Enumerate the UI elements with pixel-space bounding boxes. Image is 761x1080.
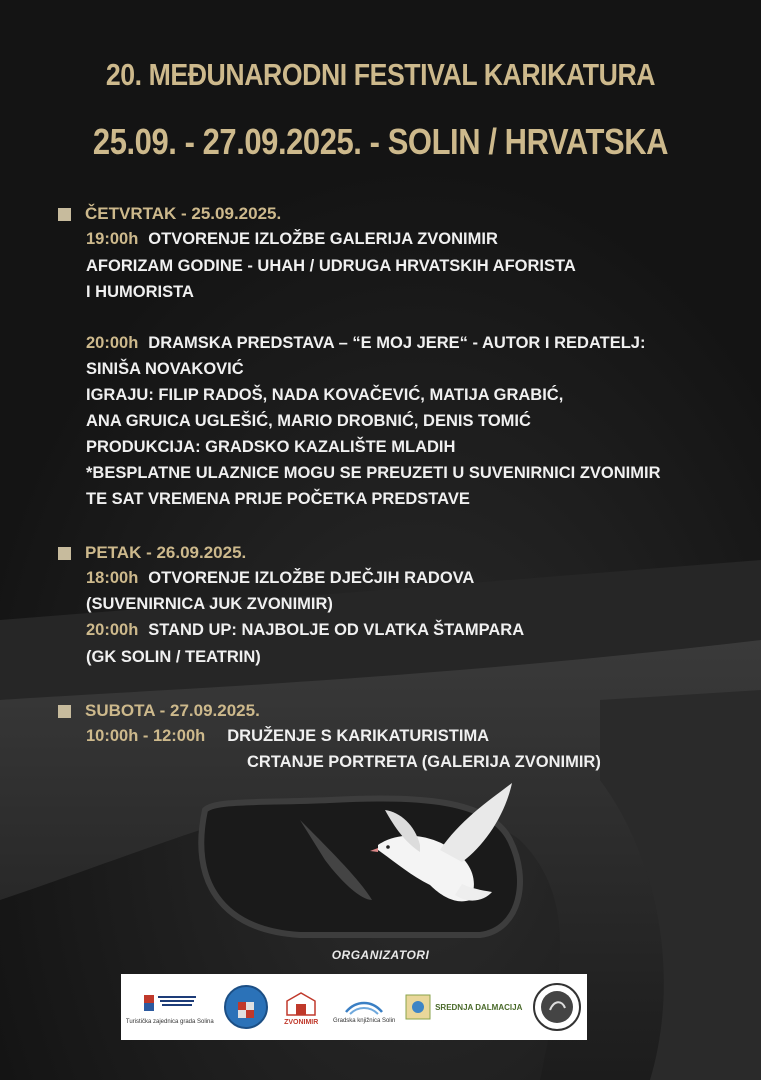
tourist-board-solin-logo: Turistička zajednica grada Solina [126, 978, 214, 1036]
schedule-line [86, 257, 576, 276]
event-text: STAND UP: NAJBOLJE OD VLATKA ŠTAMPARA [148, 621, 525, 639]
square-bullet-icon [58, 208, 71, 221]
event-time: 20:00h [86, 621, 139, 639]
city-solin-crest-logo [223, 978, 269, 1036]
schedule-line [86, 386, 563, 405]
day-heading-saturday [58, 701, 260, 721]
event-text: (SUVENIRNICA JUK ZVONIMIR) [86, 595, 333, 613]
event-text: AFORIZAM GODINE - UHAH / UDRUGA HRVATSKIH AFORISTA [86, 257, 576, 275]
schedule-line [247, 753, 601, 772]
organizers-logo-strip [121, 974, 587, 1040]
event-time: 10:00h - 12:00h [86, 727, 206, 745]
schedule-line [86, 334, 645, 353]
event-text: CRTANJE PORTRETA (GALERIJA ZVONIMIR) [247, 753, 601, 771]
festival-dates-location: 25.09. - 27.09.2025. - SOLIN / HRVATSKA [92, 121, 669, 162]
srednja-dalmacija-logo: SREDNJA DALMACIJA [405, 978, 522, 1036]
schedule-line [86, 569, 474, 588]
library-solin-logo: Gradska knjižnica Solin [333, 978, 395, 1036]
schedule-line [86, 283, 194, 302]
event-text: PRODUKCIJA: GRADSKO KAZALIŠTE MLADIH [86, 438, 456, 456]
event-text: DRUŽENJE S KARIKATURISTIMA [227, 727, 490, 745]
schedule-line [86, 360, 244, 379]
event-time: 18:00h [86, 569, 139, 587]
day-heading-friday [58, 543, 246, 563]
event-text: SINIŠA NOVAKOVIĆ [86, 360, 244, 378]
schedule-line [86, 595, 333, 614]
schedule-line [86, 490, 470, 509]
schedule-line [86, 230, 498, 249]
festival-title: 20. MEĐUNARODNI FESTIVAL KARIKATURA [105, 57, 656, 92]
event-text: TE SAT VREMENA PRIJE POČETKA PREDSTAVE [86, 490, 470, 508]
schedule-line [86, 464, 660, 483]
event-text: IGRAJU: FILIP RADOŠ, NADA KOVAČEVIĆ, MATIJA GRABIĆ, [86, 386, 564, 404]
event-text: DRAMSKA PREDSTAVA – “E MOJ JERE“ - AUTOR I REDATELJ: [148, 334, 646, 352]
day-heading-label: PETAK - 26.09.2025. [85, 543, 247, 562]
event-text: OTVORENJE IZLOŽBE GALERIJA ZVONIMIR [148, 230, 498, 248]
square-bullet-icon [58, 705, 71, 718]
schedule-line [86, 621, 524, 640]
event-time: 19:00h [86, 230, 139, 248]
event-time: 20:00h [86, 334, 139, 352]
event-text: I HUMORISTA [86, 283, 194, 301]
caricature-seal-logo [532, 978, 582, 1036]
event-text: (GK SOLIN / TEATRIN) [86, 648, 261, 666]
day-heading-label: SUBOTA - 27.09.2025. [85, 701, 260, 720]
schedule-line [86, 727, 489, 746]
day-heading-thursday [58, 204, 281, 224]
schedule-line [86, 438, 455, 457]
event-text: ANA GRUICA UGLEŠIĆ, MARIO DROBNIĆ, DENIS TOMIĆ [86, 412, 531, 430]
schedule-line [86, 648, 261, 667]
zvonimir-logo: ZVONIMIR [279, 978, 323, 1036]
schedule-line [86, 412, 531, 431]
square-bullet-icon [58, 547, 71, 560]
event-text: OTVORENJE IZLOŽBE DJEČJIH RADOVA [148, 569, 475, 587]
organizers-label: ORGANIZATORI [331, 948, 430, 962]
day-heading-label: ČETVRTAK - 25.09.2025. [85, 204, 282, 223]
event-text: *BESPLATNE ULAZNICE MOGU SE PREUZETI U SUVENIRNICI ZVONIMIR [86, 464, 661, 482]
